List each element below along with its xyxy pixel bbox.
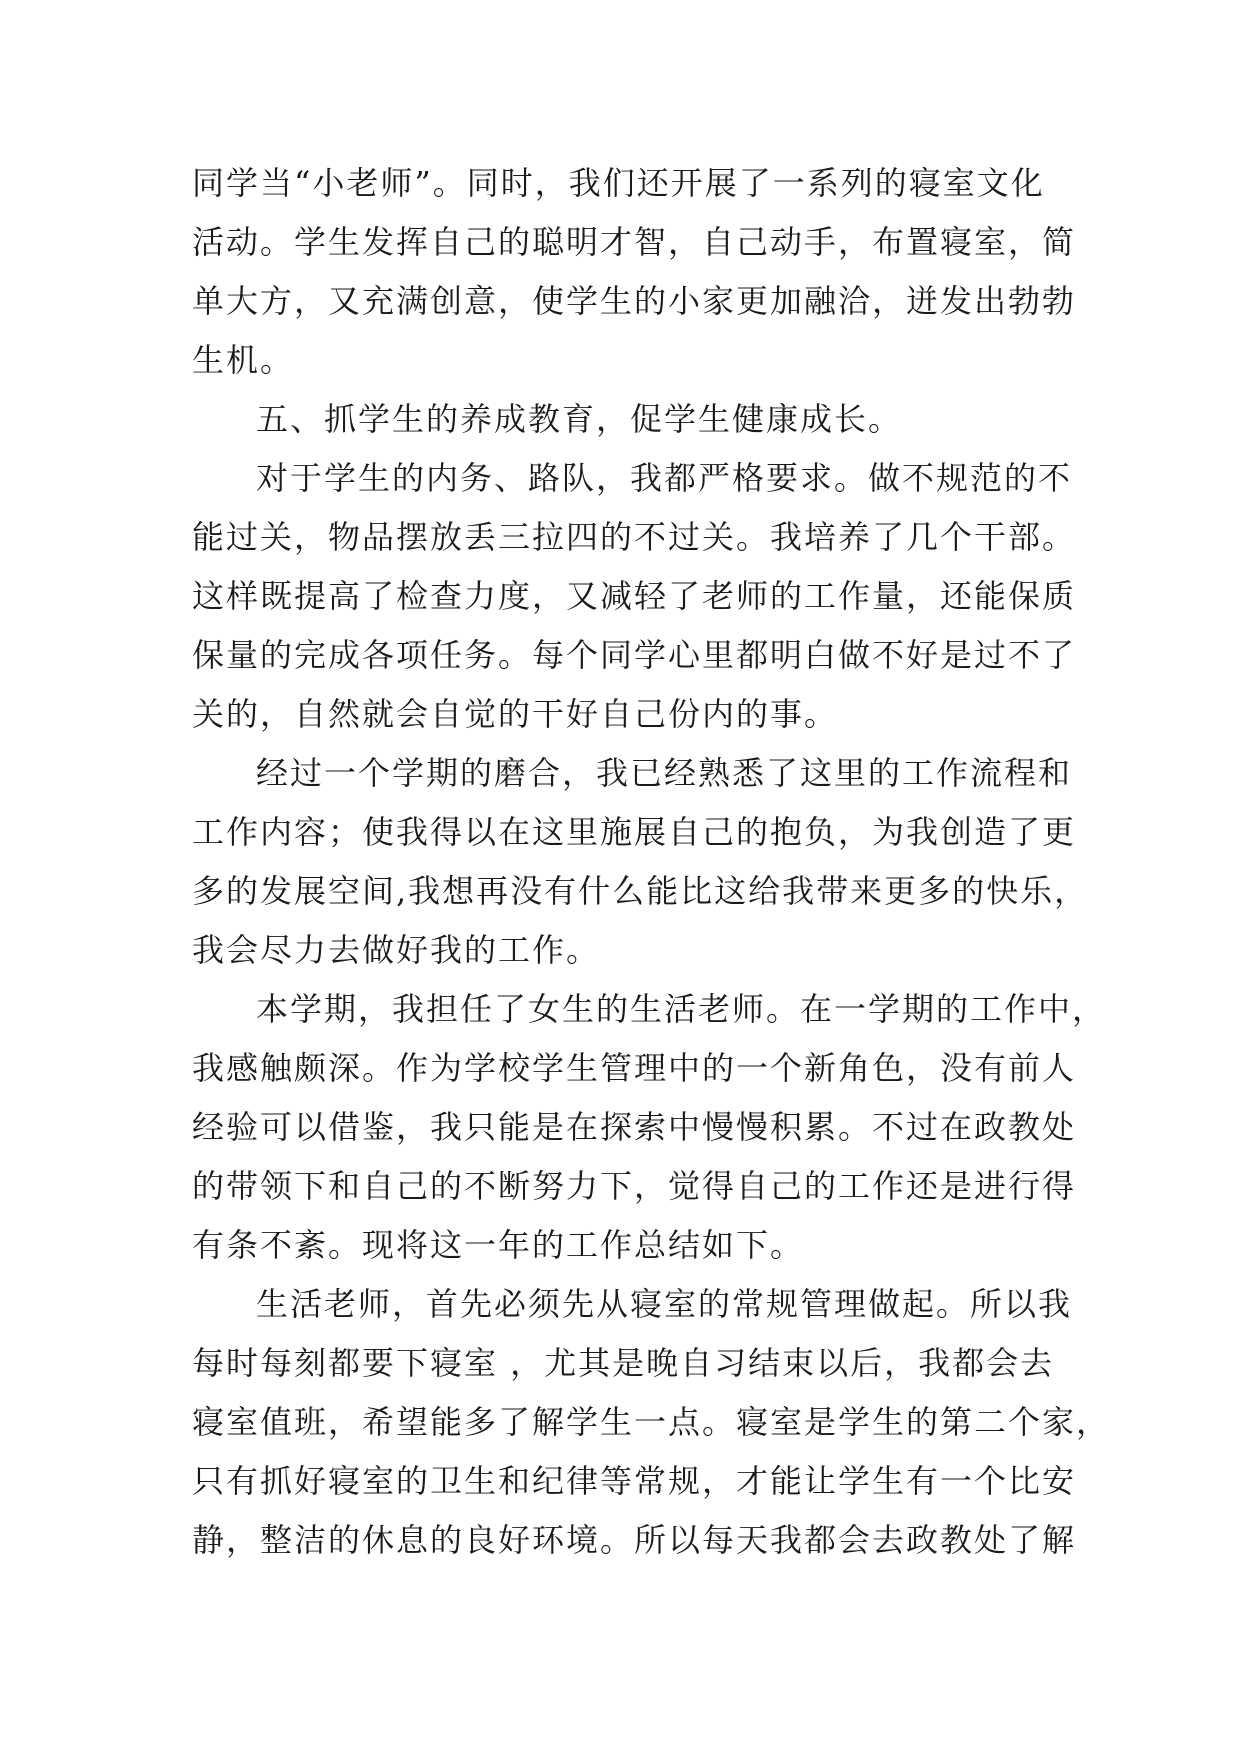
text-line: 对于学生的内务、路队，我都严格要求。做不规范的不 xyxy=(256,459,1073,497)
text-line: 我感触颇深。作为学校学生管理中的一个新角色，没有前人 xyxy=(192,1049,1077,1087)
text-line: 能过关，物品摆放丢三拉四的不过关。我培养了几个干部。 xyxy=(192,518,1077,556)
text-line: 的带领下和自己的不断努力下，觉得自己的工作还是进行得 xyxy=(192,1167,1077,1205)
text-line: 单大方，又充满创意，使学生的小家更加融洽，迸发出勃勃 xyxy=(192,282,1077,320)
text-line: 活动。学生发挥自己的聪明才智，自己动手，布置寝室，简 xyxy=(192,223,1077,261)
text-line: 多的发展空间,我想再没有什么能比这给我带来更多的快乐， xyxy=(192,872,1089,910)
text-line: 只有抓好寝室的卫生和纪律等常规，才能让学生有一个比安 xyxy=(192,1462,1077,1500)
text-line: 生活老师，首先必须先从寝室的常规管理做起。所以我 xyxy=(256,1285,1073,1323)
text-line: 工作内容；使我得以在这里施展自己的抱负，为我创造了更 xyxy=(192,813,1077,851)
text-line: 有条不紊。现将这一年的工作总结如下。 xyxy=(192,1226,805,1264)
body-text xyxy=(192,154,1111,1570)
text-line: 静，整洁的休息的良好环境。所以每天我都会去政教处了解 xyxy=(192,1521,1077,1559)
text-line: 这样既提高了检查力度，又减轻了老师的工作量，还能保质 xyxy=(192,577,1077,615)
text-line: 生机。 xyxy=(192,341,295,379)
text-line: 我会尽力去做好我的工作。 xyxy=(192,931,601,969)
text-line: 每时每刻都要下寝室 ，尤其是晚自习结束以后，我都会去 xyxy=(192,1344,1055,1382)
text-line: 经验可以借鉴，我只能是在探索中慢慢积累。不过在政教处 xyxy=(192,1108,1077,1146)
text-line: 五、抓学生的养成教育，促学生健康成长。 xyxy=(256,400,903,438)
text-line: 本学期，我担任了女生的生活老师。在一学期的工作中， xyxy=(256,990,1107,1028)
text-line: 同学当“小老师”。同时，我们还开展了一系列的寝室文化 xyxy=(192,164,1045,202)
text-line: 保量的完成各项任务。每个同学心里都明白做不好是过不了 xyxy=(192,636,1077,674)
text-line: 关的，自然就会自觉的干好自己份内的事。 xyxy=(192,695,839,733)
text-line: 经过一个学期的磨合，我已经熟悉了这里的工作流程和 xyxy=(256,754,1073,792)
text-line: 寝室值班，希望能多了解学生一点。寝室是学生的第二个家， xyxy=(192,1403,1111,1441)
